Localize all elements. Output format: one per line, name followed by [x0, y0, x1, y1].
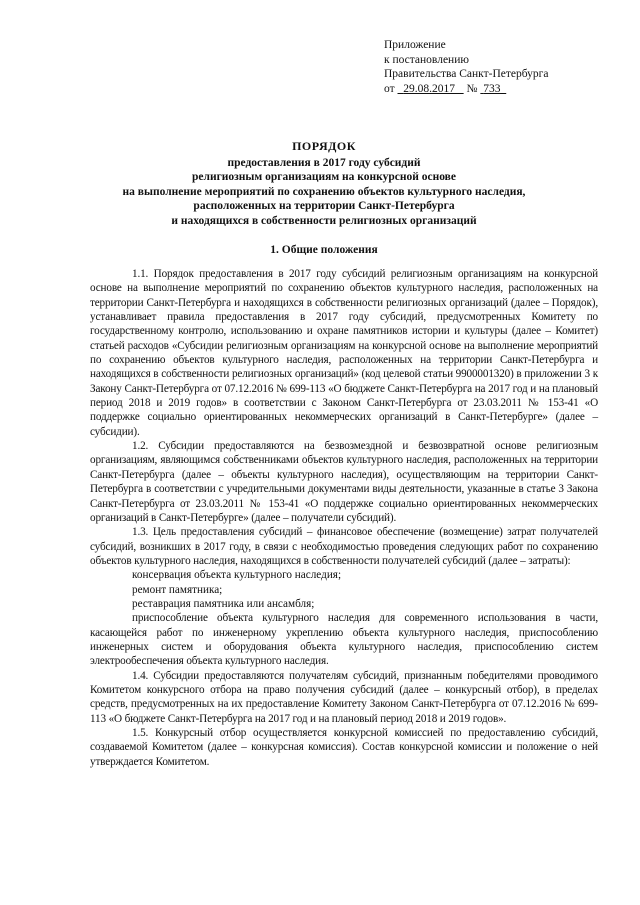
appendix-number	[480, 83, 506, 95]
paragraph-1-5: 1.5. Конкурсный отбор осуществляется конкурсной комиссией по предоставлению субсидий, создаваемой Комитетом (далее – конкурсная комиссия). Состав конкурсной комиссии и положение о ней утверждается Комитетом.	[90, 727, 598, 768]
appendix-block	[384, 38, 624, 96]
section-title: 1. Общие положения	[270, 244, 378, 256]
title-line-4: расположенных на территории Санкт-Петербурга	[193, 200, 455, 212]
list-item-4: приспособление объекта культурного наследия для современного использования в части, касающейся работ по инженерному укреплению объекта культурного наследия, приспособлению инженерных систем и оборудования объекта культурного наследия, приспособлению систем электрообеспечения объекта культурного наследия.	[90, 612, 598, 668]
title-heading: ПОРЯДОК	[292, 139, 356, 153]
appendix-date-value: 29.08.2017	[403, 82, 455, 95]
paragraph-1-3: 1.3. Цель предоставления субсидий – финансовое обеспечение (возмещение) затрат получателей субсидий, возникших в 2017 году, в связи с необходимостью проведения следующих работ по сохранению объектов культурного наследия, находящихся в собственности получателей субсидий (далее – затраты):	[90, 526, 598, 567]
list-item-2: ремонт памятника;	[132, 583, 223, 596]
appendix-date-line	[384, 82, 624, 97]
appendix-line-3: Правительства Санкт-Петербурга	[384, 68, 549, 80]
appendix-line-2: к постановлению	[384, 53, 469, 66]
appendix-number-sign: №	[466, 82, 478, 95]
title-line-1: предоставления в 2017 году субсидий	[227, 156, 421, 169]
list-item-1: консервация объекта культурного наследия;	[132, 569, 342, 582]
appendix-date	[398, 83, 464, 95]
paragraph-1-1: 1.1. Порядок предоставления в 2017 году субсидий религиозным организациям на конкурсной основе на выполнение мероприятий по сохранению объектов культурного наследия, расположенных на территории Санкт-Петербурга и находящихся в собственности религиозных организаций (далее – Порядок), устанавливает правила предоставления в 2017 году субсидий, предусмотренных Комитету по государственному контролю, использованию и охране памятников истории и культуры (далее – Комитет) статьей расходов «Субсидии религиозным организациям на конкурсной основе на выполнение мероприятий по сохранению объектов культурного наследия, расположенных на территории Санкт-Петербурга и находящихся в собственности религиозных организаций» (код целевой статьи 9900001320) в приложении 3 к Закону Санкт-Петербурга от 07.12.2016 № 699-113 «О бюджете Санкт-Петербурга на 2017 год и на плановый период 2018 и 2019 годов» в соответствии с Законом Санкт-Петербурга от 23.03.2011 № 153-41 «О поддержке социально ориентированных некоммерческих организаций в Санкт-Петербурге» (далее – субсидии).	[90, 268, 598, 438]
title-line-3: на выполнение мероприятий по сохранению объектов культурного наследия,	[122, 185, 526, 198]
document-title	[84, 139, 564, 228]
title-line-2: религиозным организациям на конкурсной основе	[192, 171, 456, 183]
paragraph-1-2: 1.2. Субсидии предоставляются на безвозмездной и безвозвратной основе религиозным организациям, являющимся собственниками объектов культурного наследия, расположенных на территории Санкт-Петербурга (далее – объекты культурного наследия), осуществляющим на территории Санкт-Петербурга в соответствии с учредительными документами виды деятельности, указанные в статье 3 Закона Санкт-Петербурга от 23.03.2011 № 153-41 «О поддержке социально ориентированных некоммерческих организаций в Санкт-Петербурге» (далее – получатели субсидий).	[90, 440, 598, 524]
paragraph-1-4: 1.4. Субсидии предоставляются получателям субсидий, признанным победителями проводимого Комитетом конкурсного отбора на право получения субсидий (далее – конкурсный отбор), в пределах средств, предусмотренных на их предоставление Комитету Законом Санкт-Петербурга от 07.12.2016 № 699-113 «О бюджете Санкт-Петербурга на 2017 год и на плановый период 2018 и 2019 годов».	[90, 669, 598, 725]
appendix-number-value: 733	[483, 82, 501, 95]
appendix-from-label: от	[384, 82, 395, 95]
title-line-5: и находящихся в собственности религиозных организаций	[171, 214, 477, 227]
document-body	[90, 267, 598, 769]
appendix-line-1: Приложение	[384, 39, 446, 51]
list-item-3: реставрация памятника или ансамбля;	[132, 597, 315, 610]
